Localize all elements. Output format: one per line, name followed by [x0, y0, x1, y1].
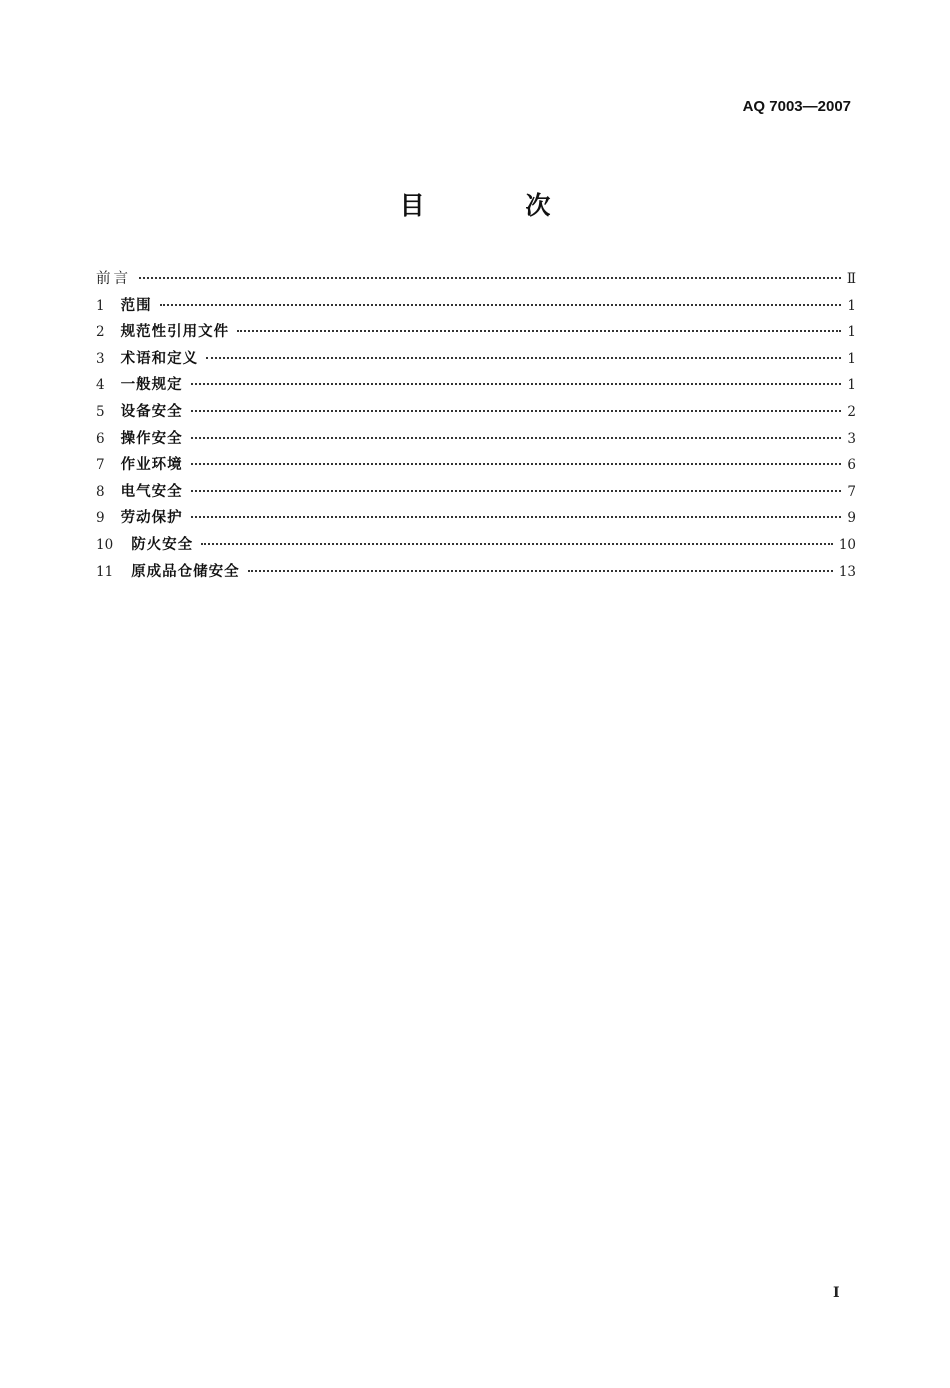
toc-entry-number: 8	[96, 483, 105, 500]
toc-dot-leader	[191, 490, 842, 492]
toc-entry-6[interactable]	[96, 426, 856, 453]
toc-entry-label: 术语和定义	[120, 350, 199, 367]
toc-entry-4[interactable]	[96, 372, 856, 399]
toc-entry-5[interactable]	[96, 399, 856, 426]
toc-entry-label: 一般规定	[120, 377, 183, 394]
toc-dot-leader	[191, 437, 842, 439]
toc-dot-leader	[237, 330, 841, 332]
toc-entry-2[interactable]	[96, 319, 856, 346]
toc-entry-1[interactable]	[96, 293, 856, 320]
toc-entry-page: 1	[847, 297, 856, 314]
toc-entry-page: 9	[847, 510, 856, 527]
toc-entry-page: 13	[838, 563, 856, 580]
toc-entry-8[interactable]	[96, 479, 856, 506]
standard-code: AQ 7003—2007	[742, 98, 851, 115]
toc-entry-page: 2	[847, 403, 856, 420]
toc-entry-number: 6	[96, 430, 105, 447]
toc-entry-number: 2	[96, 324, 105, 341]
toc-entry-9[interactable]	[96, 505, 856, 532]
toc-entry-label: 电气安全	[120, 483, 183, 500]
toc-entry-11[interactable]	[96, 559, 856, 586]
toc-entry-number: 5	[96, 403, 105, 420]
toc-entry-label: 设备安全	[120, 403, 183, 420]
toc-entry-page: 3	[847, 430, 856, 447]
toc-entry-label: 规范性引用文件	[120, 324, 230, 341]
toc-entry-page: 10	[838, 536, 856, 553]
toc-dot-leader	[191, 383, 842, 385]
toc-entry-label: 范围	[120, 297, 152, 314]
toc-entry-7[interactable]	[96, 452, 856, 479]
toc-entry-page: 1	[847, 324, 856, 341]
toc-entry-3[interactable]	[96, 346, 856, 373]
toc-entry-number: 4	[96, 377, 105, 394]
toc-entry-label: 原成品仓储安全	[131, 563, 240, 580]
toc-dot-leader	[248, 570, 833, 572]
toc-entry-number: 7	[96, 457, 105, 474]
toc-entry-number: 1	[96, 297, 105, 314]
toc-dot-leader	[201, 543, 833, 545]
toc-entry-page: Ⅱ	[846, 271, 856, 287]
toc-title: 目 次	[399, 191, 597, 220]
toc-entry-number: 10	[96, 536, 114, 553]
toc-dot-leader	[191, 410, 842, 412]
toc-entry-label: 前言	[96, 271, 131, 287]
toc-entry-label: 防火安全	[131, 536, 194, 553]
toc-entry-number: 3	[96, 350, 105, 367]
table-of-contents	[96, 266, 856, 585]
toc-entry-page: 1	[847, 377, 856, 394]
toc-dot-leader	[160, 304, 842, 306]
toc-dot-leader	[191, 463, 842, 465]
toc-entry-number: 11	[96, 563, 114, 580]
toc-dot-leader	[139, 277, 841, 279]
toc-entry-label: 劳动保护	[120, 510, 183, 527]
toc-entry-page: 1	[847, 350, 856, 367]
toc-dot-leader	[191, 516, 842, 518]
toc-entry-label: 作业环境	[120, 457, 183, 474]
toc-dot-leader	[206, 357, 841, 359]
toc-entry-foreword[interactable]	[96, 266, 856, 293]
toc-entry-page: 7	[847, 483, 856, 500]
toc-entry-number: 9	[96, 510, 105, 527]
toc-entry-page: 6	[847, 457, 856, 474]
toc-entry-label: 操作安全	[120, 430, 183, 447]
page-number: I	[833, 1285, 840, 1301]
toc-entry-10[interactable]	[96, 532, 856, 559]
